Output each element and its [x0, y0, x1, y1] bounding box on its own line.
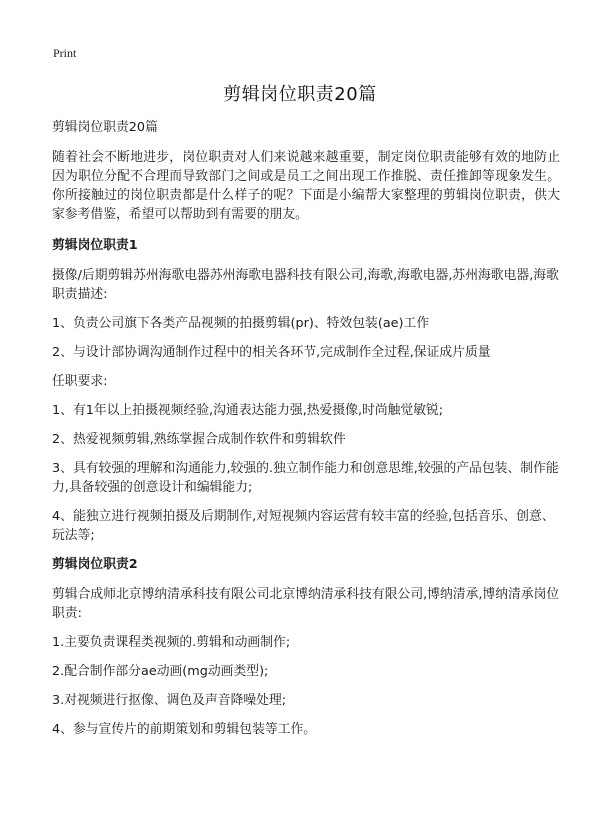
- section1-requirement-1: 1、有1年以上拍摄视频经验,沟通表达能力强,热爱摄像,时尚触觉敏锐;: [52, 403, 444, 418]
- intro-paragraph: 随着社会不断地进步，岗位职责对人们来说越来越重要，制定岗位职责能够有效的地防止因为职位分配不合理而导致部门之间或是员工之间出现工作推脱、责任推卸等现象发生。你所接触过的岗位职责都是什么样子的呢？下面是小编帮大家整理的剪辑岗位职责，供大家参考借鉴，希望可以帮助到有需要的朋友。: [52, 150, 560, 222]
- section-heading-2: 剪辑岗位职责2: [52, 557, 138, 572]
- section1-company: 摄像/后期剪辑苏州海歌电器苏州海歌电器科技有限公司,海歌,海歌电器,苏州海歌电器,海歌职责描述:: [52, 268, 559, 302]
- section2-duty-2: 2.配合制作部分ae动画(mg动画类型);: [52, 664, 269, 679]
- section1-requirement-4: 4、能独立进行视频拍摄及后期制作,对短视频内容运营有较丰富的经验,包括音乐、创意、玩法等;: [52, 509, 555, 543]
- section1-requirement-2: 2、热爱视频剪辑,熟练掌握合成制作软件和剪辑软件: [52, 432, 346, 447]
- section2-duty-1: 1.主要负责课程类视频的.剪辑和动画制作;: [52, 635, 291, 650]
- section-heading-1: 剪辑岗位职责1: [52, 238, 138, 253]
- section1-requirements-label: 任职要求:: [52, 374, 108, 389]
- print-label: Print: [53, 46, 77, 60]
- document-subtitle: 剪辑岗位职责20篇: [52, 120, 158, 135]
- document-body: [52, 118, 560, 749]
- section1-duty-1: 1、负责公司旗下各类产品视频的拍摄剪辑(pr)、特效包装(ae)工作: [52, 316, 430, 331]
- section2-duty-3: 3.对视频进行抠像、调色及声音降噪处理;: [52, 693, 287, 708]
- section2-company: 剪辑合成师北京博纳清承科技有限公司北京博纳清承科技有限公司,博纳清承,博纳清承岗位职责:: [52, 587, 560, 621]
- section1-requirement-3: 3、具有较强的理解和沟通能力,较强的.独立制作能力和创意思维,较强的产品包装、制作能力,具备较强的创意设计和编辑能力;: [52, 461, 559, 495]
- section1-duty-2: 2、与设计部协调沟通制作过程中的相关各环节,完成制作全过程,保证成片质量: [52, 345, 491, 360]
- section2-duty-4: 4、参与宣传片的前期策划和剪辑包装等工作。: [52, 722, 317, 737]
- document-title: 剪辑岗位职责20篇: [223, 84, 377, 105]
